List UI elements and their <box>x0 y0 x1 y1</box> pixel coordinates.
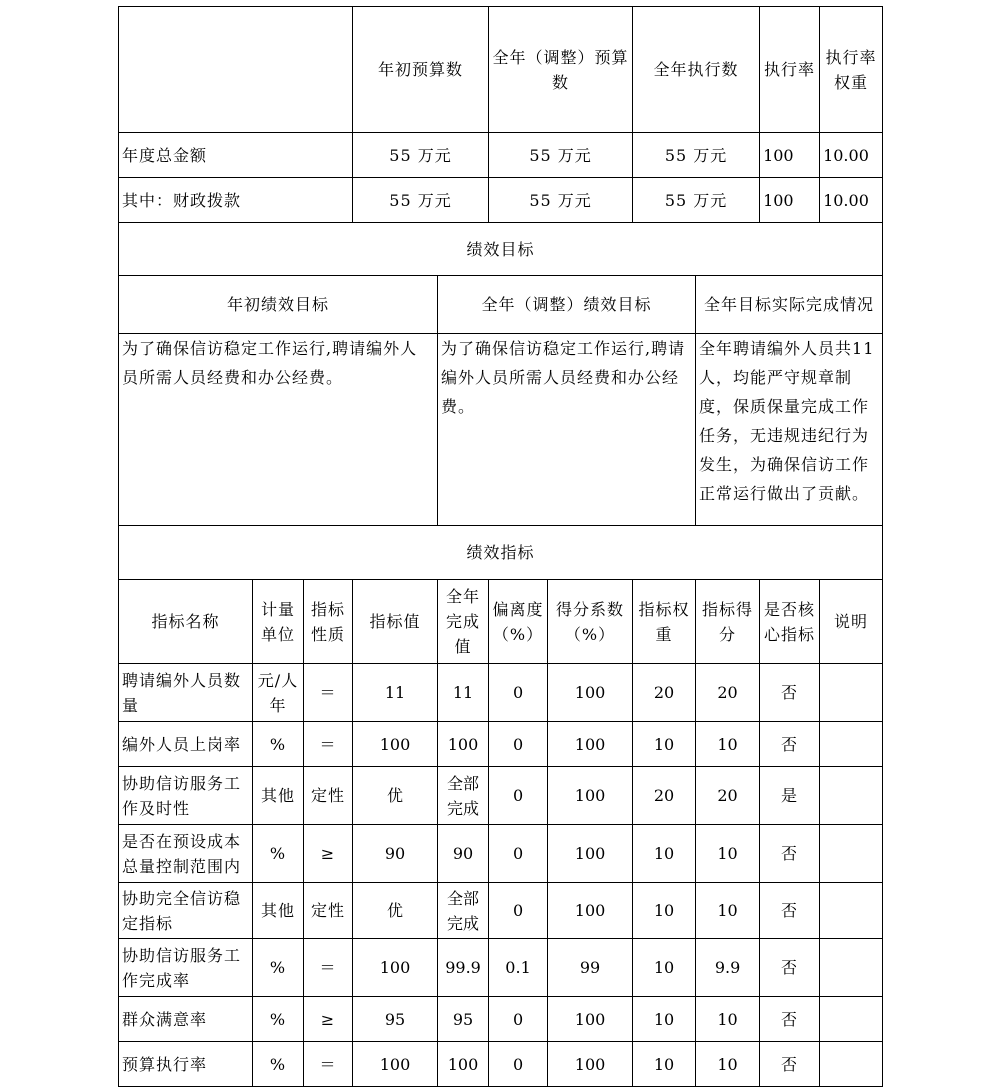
indicator-unit: % <box>253 825 304 883</box>
indicator-deviation: 0 <box>489 1042 548 1087</box>
budget-row-label: 年度总金额 <box>119 133 353 178</box>
indicator-score: 10 <box>696 825 760 883</box>
note-header: 说明 <box>820 580 883 664</box>
adjusted-goal-header: 全年（调整）绩效目标 <box>438 276 696 334</box>
budget-executed-value: 55 万元 <box>633 178 760 223</box>
indicator-deviation: 0 <box>489 997 548 1042</box>
indicator-unit: % <box>253 997 304 1042</box>
indicator-completed-value: 90 <box>438 825 489 883</box>
indicator-coefficient: 100 <box>548 722 633 767</box>
indicator-score: 10 <box>696 722 760 767</box>
indicator-target-value: 优 <box>353 767 438 825</box>
indicator-row <box>119 825 883 883</box>
indicator-completed-value: 95 <box>438 997 489 1042</box>
indicator-completed-value: 全部完成 <box>438 767 489 825</box>
indicator-weight: 10 <box>633 722 696 767</box>
indicator-target-value: 100 <box>353 1042 438 1087</box>
execution-rate-header: 执行率 <box>760 7 820 133</box>
budget-weight-value: 10.00 <box>820 178 883 223</box>
evaluation-grid <box>118 6 883 1087</box>
indicators-section-title: 绩效指标 <box>119 526 883 580</box>
indicators-section-row <box>119 526 883 580</box>
budget-rate-value: 100 <box>760 178 820 223</box>
indicator-nature: ＝ <box>304 939 353 997</box>
indicator-coefficient: 99 <box>548 939 633 997</box>
indicator-nature: ≥ <box>304 825 353 883</box>
indicator-score-header: 指标得分 <box>696 580 760 664</box>
indicator-unit: % <box>253 722 304 767</box>
indicator-nature: ＝ <box>304 664 353 722</box>
indicator-row <box>119 883 883 939</box>
indicator-deviation: 0.1 <box>489 939 548 997</box>
budget-header-blank <box>119 7 353 133</box>
goals-section-title: 绩效目标 <box>119 223 883 276</box>
indicator-name: 编外人员上岗率 <box>119 722 253 767</box>
indicator-row <box>119 767 883 825</box>
indicator-row <box>119 939 883 997</box>
budget-initial-value: 55 万元 <box>353 133 489 178</box>
actual-completion-text: 全年聘请编外人员共11人，均能严守规章制度，保质保量完成工作任务，无违规违纪行为发生，为确保信访工作正常运行做出了贡献。 <box>696 334 883 526</box>
indicator-deviation: 0 <box>489 767 548 825</box>
indicator-name: 协助完全信访稳定指标 <box>119 883 253 939</box>
indicator-row <box>119 664 883 722</box>
indicator-score: 10 <box>696 1042 760 1087</box>
adjusted-goal-text: 为了确保信访稳定工作运行,聘请编外人员所需人员经费和办公经费。 <box>438 334 696 526</box>
indicator-core-flag: 否 <box>760 825 820 883</box>
indicator-name-header: 指标名称 <box>119 580 253 664</box>
budget-header-row <box>119 7 883 133</box>
indicator-deviation: 0 <box>489 825 548 883</box>
indicator-score: 10 <box>696 997 760 1042</box>
indicator-name: 聘请编外人员数量 <box>119 664 253 722</box>
indicator-note <box>820 939 883 997</box>
indicator-target-value: 100 <box>353 722 438 767</box>
indicator-weight: 10 <box>633 825 696 883</box>
indicator-note <box>820 664 883 722</box>
initial-goal-text: 为了确保信访稳定工作运行,聘请编外人员所需人员经费和办公经费。 <box>119 334 438 526</box>
indicator-core-flag: 是 <box>760 767 820 825</box>
budget-initial-value: 55 万元 <box>353 178 489 223</box>
indicator-unit: 其他 <box>253 767 304 825</box>
indicator-completed-value: 11 <box>438 664 489 722</box>
actual-completion-header: 全年目标实际完成情况 <box>696 276 883 334</box>
indicator-name: 协助信访服务工作及时性 <box>119 767 253 825</box>
indicator-core-flag: 否 <box>760 883 820 939</box>
indicator-deviation: 0 <box>489 722 548 767</box>
performance-evaluation-table <box>118 6 882 1087</box>
indicator-name: 协助信访服务工作完成率 <box>119 939 253 997</box>
indicator-weight: 10 <box>633 1042 696 1087</box>
completed-value-header: 全年完成值 <box>438 580 489 664</box>
indicator-score: 20 <box>696 767 760 825</box>
indicator-coefficient: 100 <box>548 1042 633 1087</box>
budget-row-label: 其中：财政拨款 <box>119 178 353 223</box>
target-value-header: 指标值 <box>353 580 438 664</box>
indicator-target-value: 11 <box>353 664 438 722</box>
indicator-unit: 其他 <box>253 883 304 939</box>
indicator-note <box>820 767 883 825</box>
indicator-name: 群众满意率 <box>119 997 253 1042</box>
indicator-row <box>119 997 883 1042</box>
indicator-weight-header: 指标权重 <box>633 580 696 664</box>
indicator-weight: 10 <box>633 883 696 939</box>
indicator-coefficient: 100 <box>548 767 633 825</box>
indicator-completed-value: 全部完成 <box>438 883 489 939</box>
indicator-score: 9.9 <box>696 939 760 997</box>
deviation-header: 偏离度（%） <box>489 580 548 664</box>
indicator-score: 20 <box>696 664 760 722</box>
indicator-coefficient: 100 <box>548 664 633 722</box>
coefficient-header: 得分系数（%） <box>548 580 633 664</box>
indicator-core-flag: 否 <box>760 664 820 722</box>
indicator-note <box>820 997 883 1042</box>
indicator-weight: 20 <box>633 664 696 722</box>
indicator-target-value: 90 <box>353 825 438 883</box>
indicator-completed-value: 100 <box>438 722 489 767</box>
budget-row <box>119 133 883 178</box>
goals-content-row <box>119 334 883 526</box>
core-indicator-header: 是否核心指标 <box>760 580 820 664</box>
indicator-unit: 元/人年 <box>253 664 304 722</box>
budget-adjusted-value: 55 万元 <box>489 178 633 223</box>
indicator-completed-value: 99.9 <box>438 939 489 997</box>
indicator-note <box>820 1042 883 1087</box>
unit-header: 计量单位 <box>253 580 304 664</box>
indicator-core-flag: 否 <box>760 997 820 1042</box>
indicator-target-value: 优 <box>353 883 438 939</box>
indicator-completed-value: 100 <box>438 1042 489 1087</box>
indicator-target-value: 95 <box>353 997 438 1042</box>
nature-header: 指标性质 <box>304 580 353 664</box>
indicator-target-value: 100 <box>353 939 438 997</box>
budget-weight-value: 10.00 <box>820 133 883 178</box>
indicator-nature: 定性 <box>304 767 353 825</box>
indicator-unit: % <box>253 1042 304 1087</box>
indicator-weight: 10 <box>633 997 696 1042</box>
indicator-note <box>820 825 883 883</box>
indicator-core-flag: 否 <box>760 722 820 767</box>
indicator-note <box>820 722 883 767</box>
indicators-header-row <box>119 580 883 664</box>
initial-goal-header: 年初绩效目标 <box>119 276 438 334</box>
indicator-weight: 20 <box>633 767 696 825</box>
indicator-coefficient: 100 <box>548 997 633 1042</box>
indicator-note <box>820 883 883 939</box>
indicator-core-flag: 否 <box>760 1042 820 1087</box>
indicator-name: 是否在预设成本总量控制范围内 <box>119 825 253 883</box>
goals-header-row <box>119 276 883 334</box>
budget-executed-value: 55 万元 <box>633 133 760 178</box>
indicator-deviation: 0 <box>489 883 548 939</box>
indicator-nature: 定性 <box>304 883 353 939</box>
budget-rate-value: 100 <box>760 133 820 178</box>
indicator-deviation: 0 <box>489 664 548 722</box>
indicator-coefficient: 100 <box>548 825 633 883</box>
adjusted-budget-header: 全年（调整）预算数 <box>489 7 633 133</box>
goals-section-row <box>119 223 883 276</box>
initial-budget-header: 年初预算数 <box>353 7 489 133</box>
indicator-unit: % <box>253 939 304 997</box>
budget-row <box>119 178 883 223</box>
indicator-score: 10 <box>696 883 760 939</box>
indicator-row <box>119 722 883 767</box>
indicator-nature: ＝ <box>304 722 353 767</box>
indicator-core-flag: 否 <box>760 939 820 997</box>
indicator-row <box>119 1042 883 1087</box>
rate-weight-header: 执行率权重 <box>820 7 883 133</box>
executed-header: 全年执行数 <box>633 7 760 133</box>
indicator-nature: ≥ <box>304 997 353 1042</box>
indicator-weight: 10 <box>633 939 696 997</box>
indicator-nature: ＝ <box>304 1042 353 1087</box>
indicator-coefficient: 100 <box>548 883 633 939</box>
budget-adjusted-value: 55 万元 <box>489 133 633 178</box>
indicator-name: 预算执行率 <box>119 1042 253 1087</box>
